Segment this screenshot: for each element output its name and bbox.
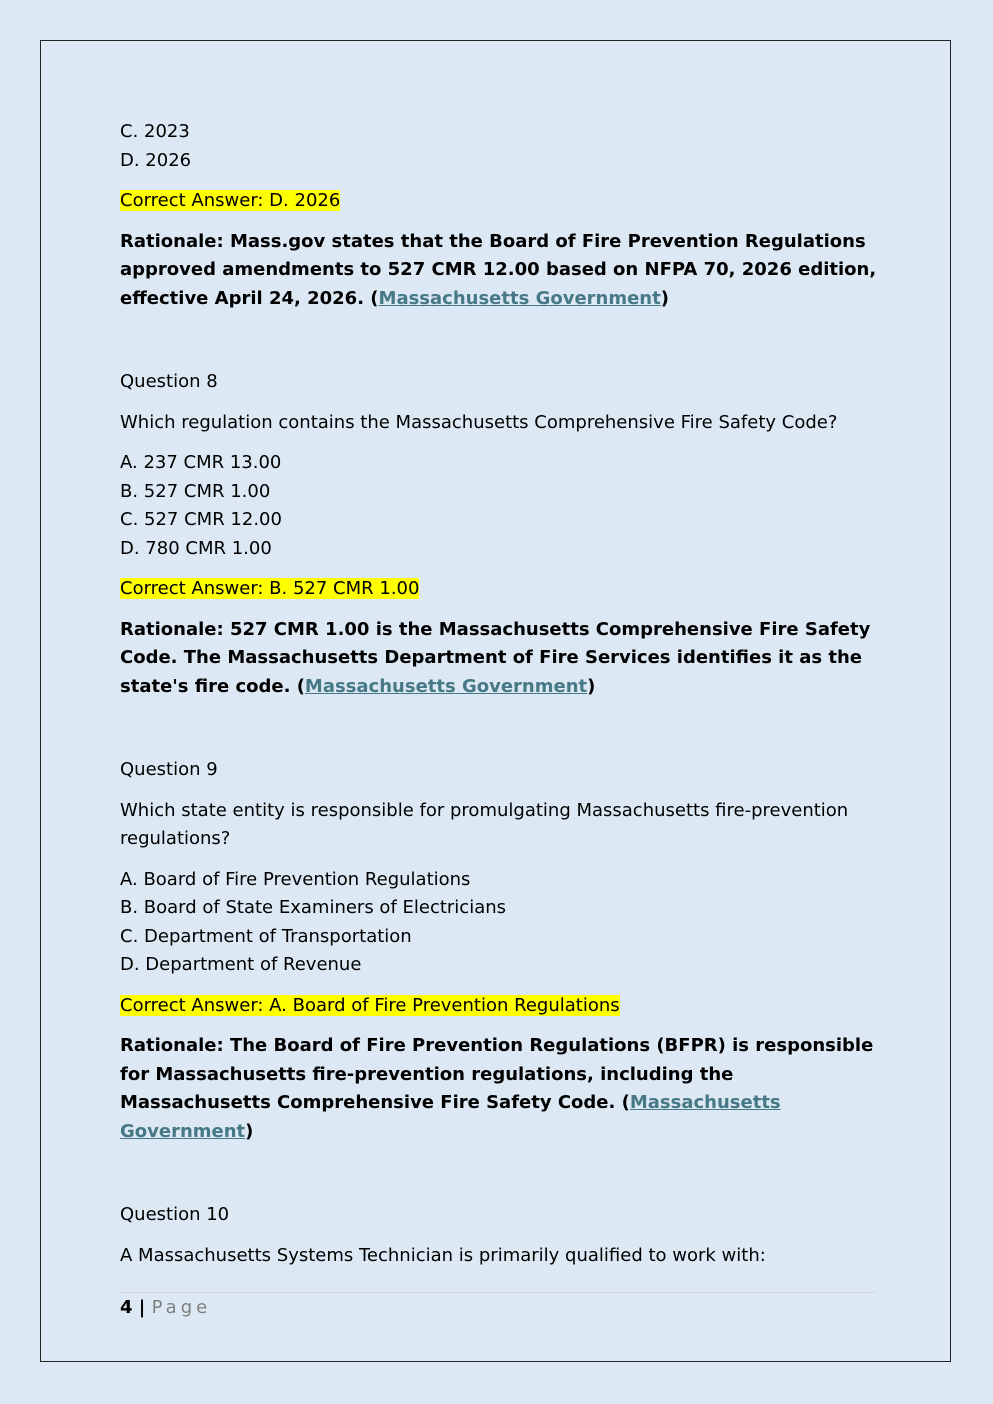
q8-option-c: C. 527 CMR 12.00 (120, 509, 282, 530)
footer-divider (120, 1292, 876, 1293)
q7-option-d: D. 2026 (120, 149, 192, 171)
q9-option-d: D. Department of Revenue (120, 954, 362, 975)
page-footer (120, 1297, 211, 1319)
footer-separator: | (132, 1297, 152, 1318)
q9-label: Question 9 (120, 759, 218, 780)
q8-correct-answer: Correct Answer: B. 527 CMR 1.00 (120, 578, 420, 599)
q7-correct-answer: Correct Answer: D. 2026 (120, 190, 341, 211)
document-body (120, 118, 880, 1270)
page-word: Page (151, 1297, 212, 1318)
q9-option-b: B. Board of State Examiners of Electricians (120, 897, 507, 918)
q8-option-b: B. 527 CMR 1.00 (120, 480, 271, 502)
q9-option-c: C. Department of Transportation (120, 925, 412, 947)
q8-text: Which regulation contains the Massachusetts Comprehensive Fire Safety Code? (120, 411, 838, 433)
q7-option-c: C. 2023 (120, 121, 190, 142)
q9-rationale: Rationale: The Board of Fire Prevention Regulations (BFPR) is responsible for Massachusetts fire-prevention regulations, including the Massachusetts Comprehensive Fire Safety Code. (Massachusetts Government) (120, 1035, 874, 1142)
q9-text: Which state entity is responsible for promulgating Massachusetts fire-prevention regulations? (120, 799, 849, 849)
q8-option-d: D. 780 CMR 1.00 (120, 537, 272, 559)
q9-source-link[interactable]: Massachusetts Government (120, 1092, 781, 1142)
q7-source-link[interactable]: Massachusetts Government (378, 287, 661, 309)
q10-label: Question 10 (120, 1204, 230, 1225)
q8-label: Question 8 (120, 371, 218, 392)
q8-rationale: Rationale: 527 CMR 1.00 is the Massachusetts Comprehensive Fire Safety Code. The Massachusetts Department of Fire Services identifies it as the state's fire code. (Massachusetts Government) (120, 618, 871, 697)
q10-text: A Massachusetts Systems Technician is primarily qualified to work with: (120, 1244, 766, 1266)
q9-option-a: A. Board of Fire Prevention Regulations (120, 868, 471, 890)
q8-option-a: A. 237 CMR 13.00 (120, 452, 282, 473)
q7-rationale: Rationale: Mass.gov states that the Board of Fire Prevention Regulations approved amendments to 527 CMR 12.00 based on NFPA 70, 2026 edition, effective April 24, 2026. (Massachusetts Government) (120, 230, 877, 309)
q9-correct-answer: Correct Answer: A. Board of Fire Prevention Regulations (120, 994, 620, 1016)
q8-source-link[interactable]: Massachusetts Government (304, 675, 588, 697)
page-number: 4 (120, 1297, 133, 1318)
